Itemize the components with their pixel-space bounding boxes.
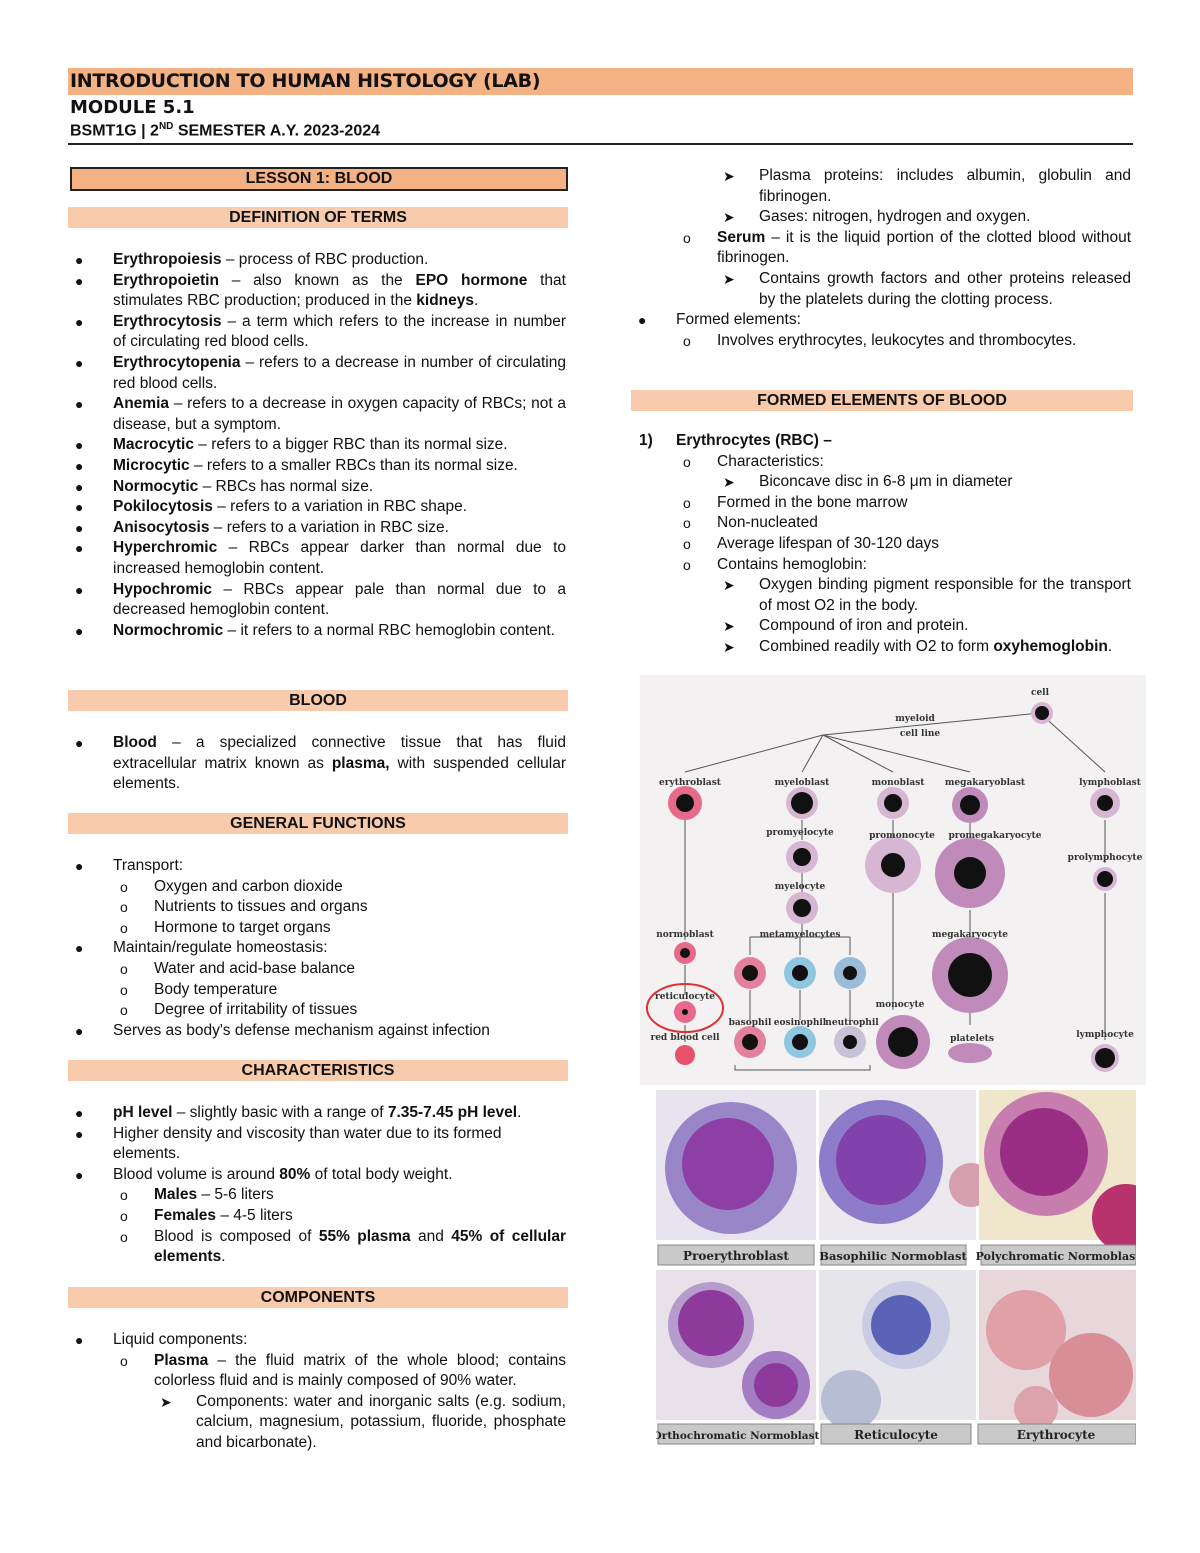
component-subsubitem: ➤ Contains growth factors and other proteins released by the platelets during the clotting process. [723, 269, 1131, 308]
diagram-label: eosinophil [773, 1018, 827, 1028]
micrograph-caption: Reticulocyte [854, 1428, 938, 1442]
diagram-label: promegakaryocyte [948, 831, 1042, 841]
section-definition-of-terms: DEFINITION OF TERMS [68, 207, 568, 228]
definition-item: ● Erythropoiesis – process of RBC production. [75, 251, 429, 268]
erythrocytes-list [633, 431, 1131, 658]
function-subitem: o Nutrients to tissues and organs [120, 898, 368, 916]
document-title-band [68, 68, 1133, 95]
function-subitem: o Body temperature [120, 980, 278, 998]
definition-item: ● Normocytic – RBCs has normal size. [75, 477, 374, 495]
function-item: ● Serves as body's defense mechanism against infection [75, 1021, 490, 1039]
section-components: COMPONENTS [68, 1287, 568, 1308]
function-subitem: o Water and acid-base balance [120, 959, 356, 977]
diagram-label: erythroblast [659, 778, 721, 788]
component-subitem: o Involves erythrocytes, leukocytes and thrombocytes. [683, 331, 1077, 349]
diagram-label: megakaryoblast [944, 778, 1026, 788]
semester-prefix: BSMT1G | 2 [70, 122, 159, 140]
component-item: ● Formed elements: [638, 311, 801, 329]
micrograph-caption: Proerythroblast [683, 1249, 789, 1263]
micrograph-caption: Orthochromatic Normoblast [656, 1430, 820, 1442]
component-subsubitem: ➤ Plasma proteins: includes albumin, globulin and fibrinogen. [723, 167, 1131, 205]
diagram-label: cell [1030, 688, 1050, 698]
diagram-label: lymphoblast [1079, 778, 1141, 788]
characteristic-item: ● pH level – slightly basic with a range of 7.35-7.45 pH level. [75, 1104, 522, 1121]
diagram-label: prolymphocyte [1067, 853, 1143, 863]
diagram-label: reticulocyte [654, 992, 716, 1002]
diagram-label: red blood cell [650, 1033, 720, 1043]
function-item: ● Transport: [75, 857, 184, 874]
erythrocyte-subitem: o Characteristics: [683, 452, 824, 470]
definition-item: ● Erythropoietin – also known as the EPO hormone that stimulates RBC production; produced in the kidneys. [75, 271, 566, 310]
component-subitem: o Plasma – the fluid matrix of the whole blood; contains colorless fluid and is mainly composed of 90% water. [120, 1351, 566, 1390]
definition-item: ● Anisocytosis – refers to a variation in RBC size. [75, 518, 449, 536]
diagram-label: cell line [899, 729, 941, 739]
diagram-label: lymphocyte [1076, 1030, 1134, 1040]
semester-suffix: SEMESTER A.Y. 2023-2024 [173, 122, 381, 140]
micrograph-caption: Basophilic Normoblast [819, 1249, 967, 1263]
definition-item: ● Anemia – refers to a decrease in oxygen capacity of RBCs; not a disease, but a symptom. [75, 395, 566, 433]
erythrocyte-subitem: o Formed in the bone marrow [683, 493, 908, 511]
function-subitem: o Degree of irritability of tissues [120, 1001, 358, 1019]
definition-item: ● Hypochromic – RBCs appear pale than normal due to a decreased hemoglobin content. [75, 580, 566, 619]
module-label: MODULE 5.1 [70, 97, 195, 118]
erythroid-maturation-micrographs [656, 1090, 1136, 1445]
function-item: ● Maintain/regulate homeostasis: [75, 939, 328, 957]
diagram-label: myeloblast [774, 778, 830, 788]
micrograph-caption: Erythrocyte [1016, 1428, 1096, 1442]
characteristic-subitem: o Males – 5-6 liters [120, 1186, 274, 1204]
diagram-label: monoblast [871, 778, 925, 788]
function-subitem: o Hormone to target organs [120, 918, 331, 936]
document-title: INTRODUCTION TO HUMAN HISTOLOGY (LAB) [70, 70, 541, 92]
diagram-label: myelocyte [774, 882, 826, 892]
diagram-label: monocyte [875, 1000, 925, 1010]
definition-item: ● Erythrocytosis – a term which refers to the increase in number of circulating red blood cells. [75, 312, 566, 351]
erythrocyte-subsubitem: ➤ Compound of iron and protein. [723, 617, 969, 635]
characteristic-subitem: o Females – 4-5 liters [120, 1206, 293, 1224]
erythrocyte-subsubitem: ➤ Biconcave disc in 6-8 μm in diameter [723, 473, 1013, 491]
diagram-label: neutrophil [825, 1018, 879, 1028]
definition-item: ● Hyperchromic – RBCs appear darker than normal due to increased hemoglobin content. [75, 539, 566, 577]
diagram-label: basophil [728, 1018, 772, 1028]
characteristic-subitem: o Blood is composed of 55% plasma and 45% of cellular elements. [120, 1227, 566, 1266]
definition-item: ● Pokilocytosis – refers to a variation in RBC shape. [75, 498, 468, 516]
component-item: ● Liquid components: [75, 1331, 248, 1348]
blood-definition [70, 733, 566, 795]
erythrocyte-subitem: o Non-nucleated [683, 514, 818, 532]
characteristics-list [70, 1103, 566, 1268]
section-formed-elements: FORMED ELEMENTS OF BLOOD [631, 390, 1133, 411]
definition-item: ● Erythrocytopenia – refers to a decrease in number of circulating red blood cells. [75, 353, 566, 392]
definitions-list [70, 250, 566, 641]
section-general-functions: GENERAL FUNCTIONS [68, 813, 568, 834]
erythrocyte-subsubitem: ➤ Oxygen binding pigment responsible for the transport of most O2 in the body. [723, 576, 1131, 614]
micrograph-caption: Polychromatic Normoblast [975, 1250, 1136, 1263]
erythrocytes-heading: 1) Erythrocytes (RBC) – [639, 432, 832, 449]
diagram-label: myeloid [895, 714, 935, 724]
section-blood: BLOOD [68, 690, 568, 711]
characteristic-item: ● Higher density and viscosity than water due to its formed elements. [75, 1124, 502, 1163]
semester-line [70, 121, 380, 140]
functions-list [70, 856, 566, 1041]
erythrocyte-subitem: o Contains hemoglobin: [683, 555, 867, 573]
component-subsubitem: ➤ Components: water and inorganic salts (e.g. sodium, calcium, magnesium, potassium, fluoride, phosphate and bicarbonate). [160, 1392, 566, 1451]
diagram-label: promyelocyte [766, 828, 834, 838]
definition-item: ● Normochromic – it refers to a normal RBC hemoglobin content. [75, 621, 555, 639]
component-subsubitem: ➤ Gases: nitrogen, hydrogen and oxygen. [723, 208, 1031, 226]
component-subitem: o Serum – it is the liquid portion of the clotted blood without fibrinogen. [683, 228, 1131, 267]
function-subitem: o Oxygen and carbon dioxide [120, 877, 343, 895]
characteristic-item: ● Blood volume is around 80% of total body weight. [75, 1165, 453, 1183]
diagram-label: platelets [950, 1034, 994, 1044]
section-characteristics: CHARACTERISTICS [68, 1060, 568, 1081]
lesson-title: LESSON 1: BLOOD [70, 167, 568, 191]
erythrocyte-subitem: o Average lifespan of 30-120 days [683, 534, 940, 552]
blood-item: ● Blood – a specialized connective tissue that has fluid extracellular matrix known as plasma, with suspended cellular elements. [75, 734, 566, 793]
erythrocyte-subsubitem: ➤ Combined readily with O2 to form oxyhemoglobin. [723, 637, 1113, 655]
definition-item: ● Macrocytic – refers to a bigger RBC than its normal size. [75, 436, 508, 454]
hematopoiesis-diagram [640, 675, 1146, 1085]
definition-item: ● Microcytic – refers to a smaller RBCs than its normal size. [75, 456, 518, 474]
semester-superscript: ND [158, 121, 174, 132]
components-list-right [633, 166, 1131, 351]
diagram-label: promonocyte [869, 831, 935, 841]
header-divider [68, 143, 1133, 145]
diagram-label: megakaryocyte [931, 930, 1009, 940]
diagram-label: normoblast [656, 930, 714, 940]
components-list-left [70, 1330, 566, 1454]
diagram-label: metamyelocytes [759, 930, 841, 940]
